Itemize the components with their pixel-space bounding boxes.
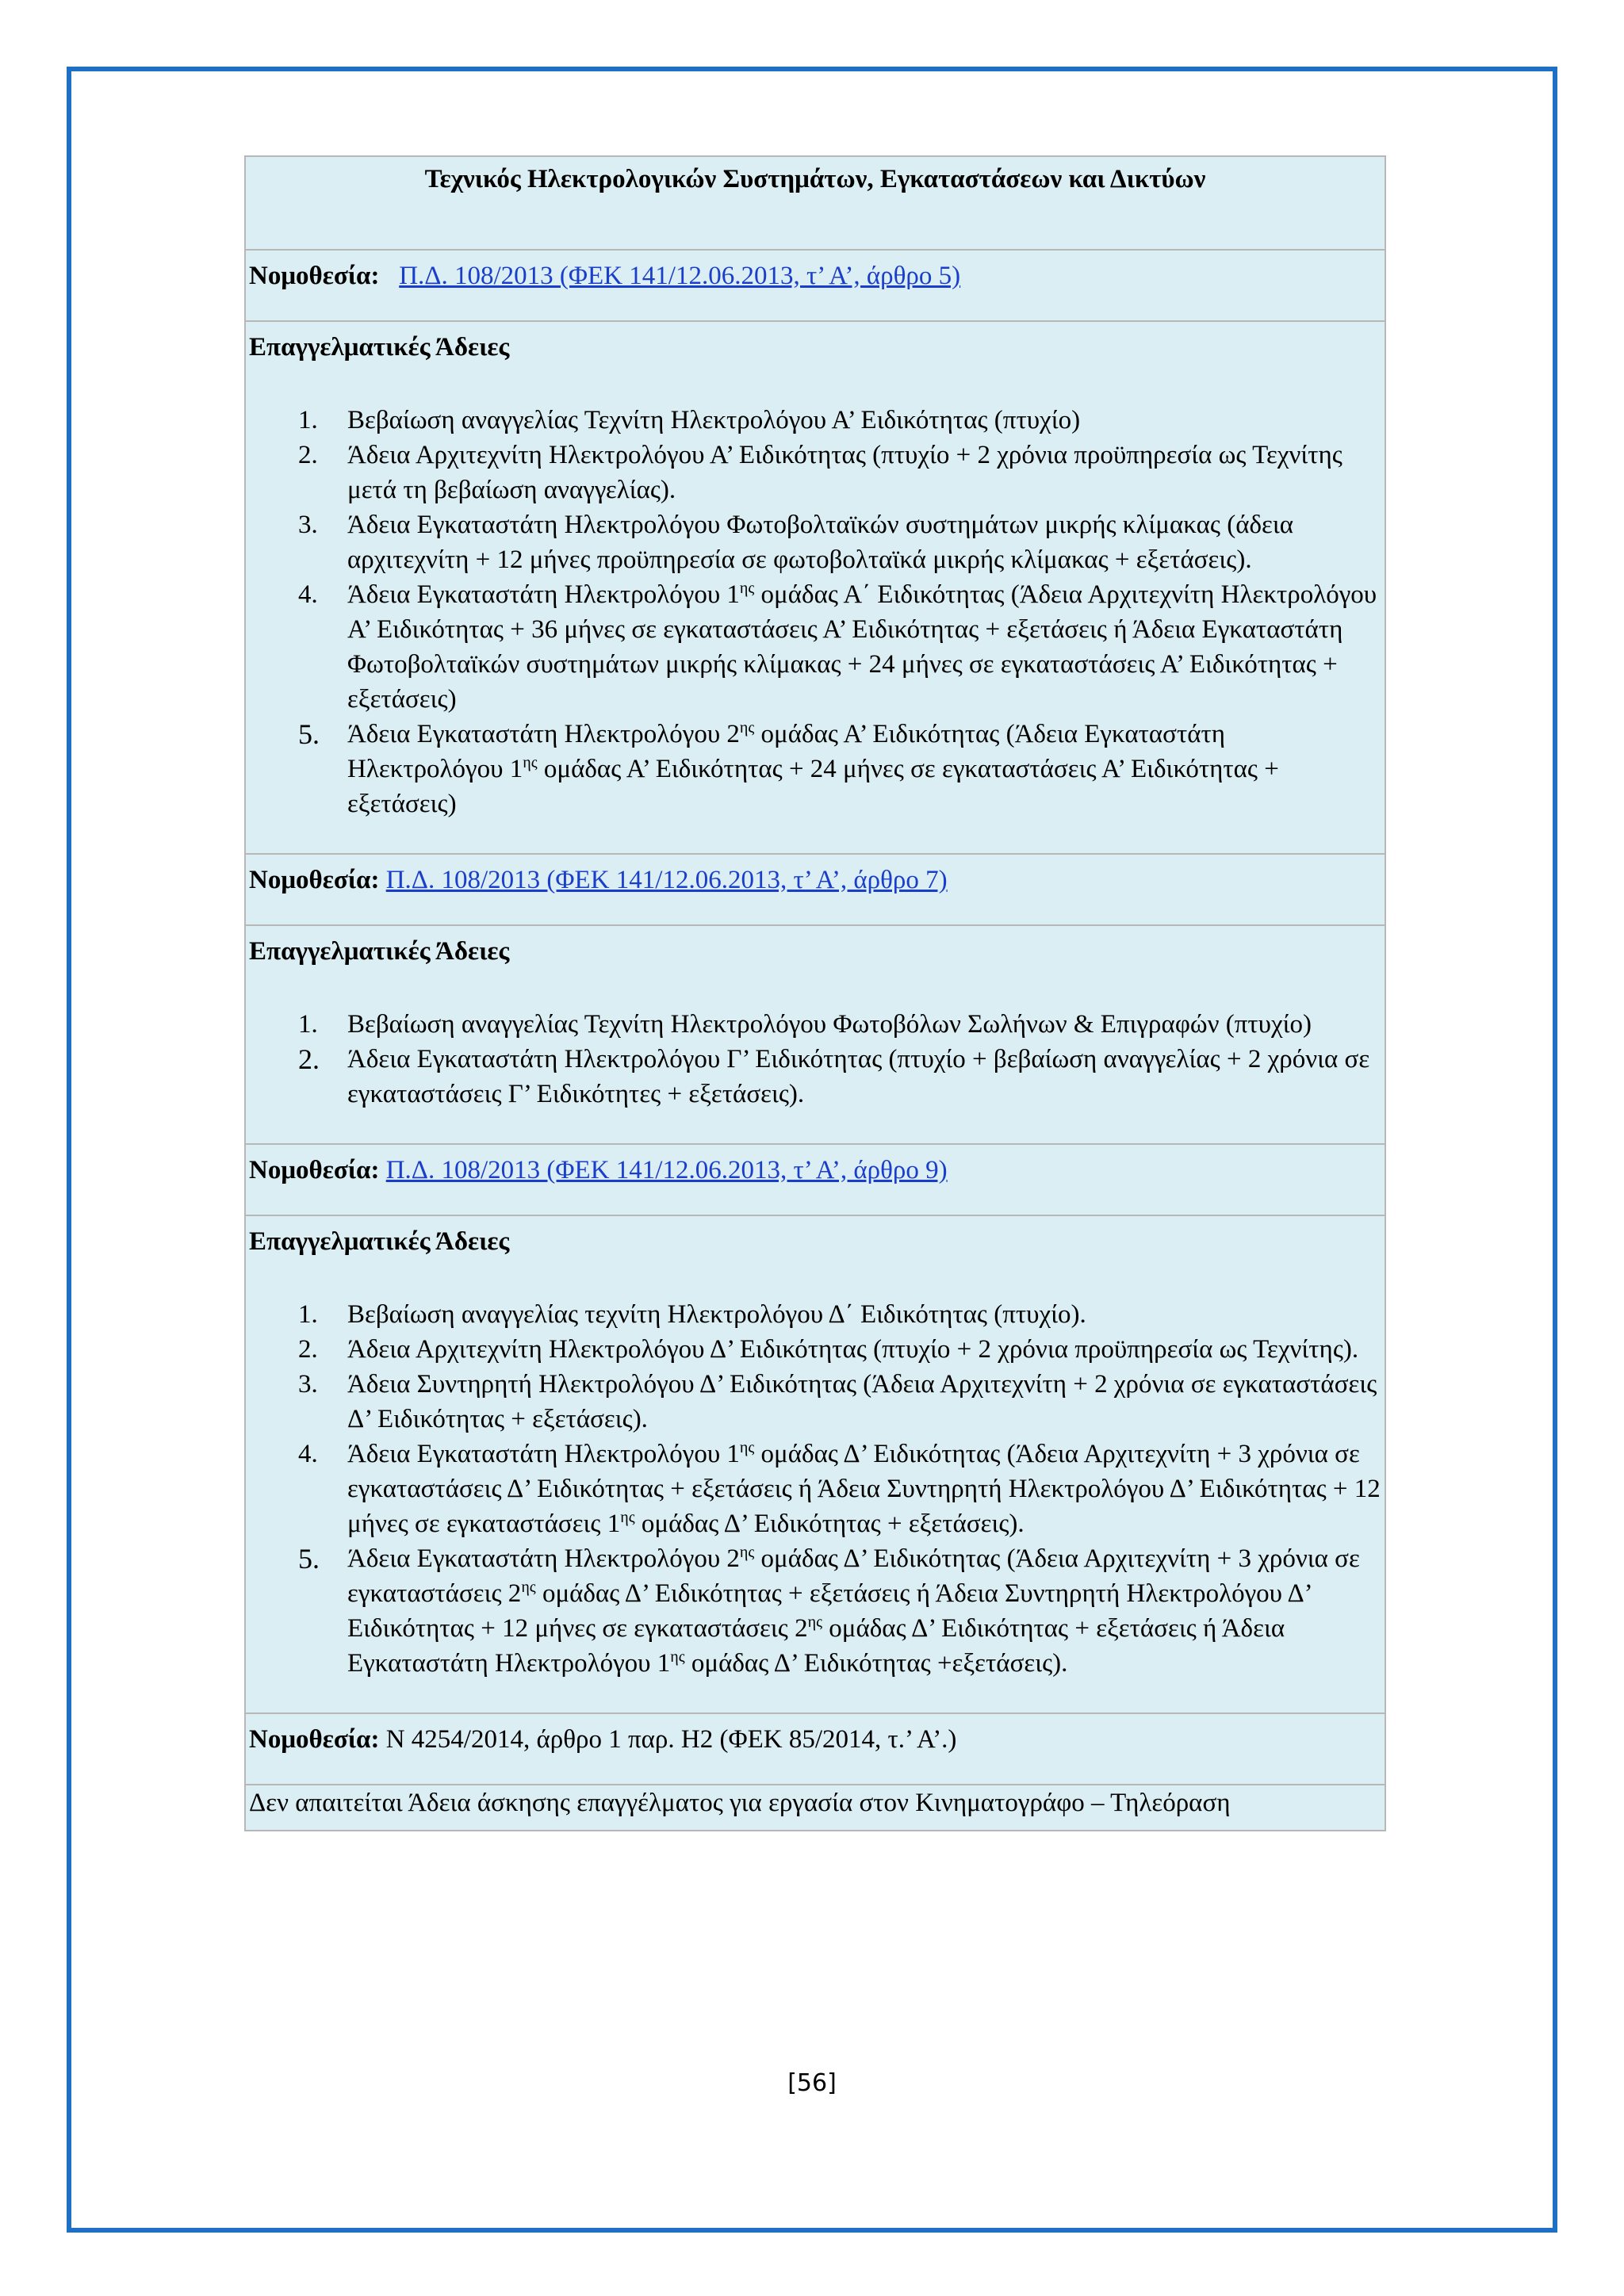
item-number: 1.: [298, 406, 318, 434]
law-row: [245, 1144, 1385, 1215]
law-link[interactable]: Π.Δ. 108/2013 (ΦΕΚ 141/12.06.2013, τ’ Α’, άρθρο 5): [399, 262, 961, 290]
licenses-cell: [245, 925, 1385, 1144]
list-item: 1. Βεβαίωση αναγγελίας τεχνίτη Ηλεκτρολόγου Δ΄ Ειδικότητας (πτυχίο).: [249, 1297, 1381, 1332]
item-number: 1.: [298, 1300, 318, 1329]
list-item: 4. Άδεια Εγκαταστάτη Ηλεκτρολόγου $1^{\eta\varsigma}$ ομάδας Δ’ Ειδικότητας (Άδεια Αρχιτεχνίτη + 3 χρόνια σε εγκαταστάσεις Δ’ Ειδικότητας + εξετάσεις ή Άδεια Συντηρητή Ηλεκτρολόγου Δ’ Ειδικότητας + 12 μήνες σε εγκαταστάσεις $1^{\eta\varsigma}$ ομάδας Δ’ Ειδικότητας + εξετάσεις).: [249, 1437, 1381, 1541]
list-item: 1. Βεβαίωση αναγγελίας Τεχνίτη Ηλεκτρολόγου Α’ Ειδικότητας (πτυχίο): [249, 403, 1381, 438]
law-label: Νομοθεσία:: [249, 262, 380, 290]
final-note: Δεν απαιτείται Άδεια άσκησης επαγγέλματος για εργασία στον Κινηματογράφο – Τηλεόραση: [245, 1785, 1385, 1831]
list-item: 1. Βεβαίωση αναγγελίας Τεχνίτη Ηλεκτρολόγου Φωτοβόλων Σωλήνων & Επιγραφών (πτυχίο): [249, 1007, 1381, 1042]
licenses-cell: [245, 1215, 1385, 1713]
licenses-heading: Επαγγελματικές Άδειες: [249, 937, 510, 966]
item-number: 2.: [298, 1043, 320, 1075]
licenses-list: [249, 403, 1381, 821]
profession-table: [244, 155, 1386, 1831]
item-number: 2.: [298, 1335, 318, 1364]
law-link[interactable]: Π.Δ. 108/2013 (ΦΕΚ 141/12.06.2013, τ’ Α’, άρθρο 9): [385, 1156, 948, 1184]
licenses-list: [249, 1007, 1381, 1112]
law-link[interactable]: Π.Δ. 108/2013 (ΦΕΚ 141/12.06.2013, τ’ Α’, άρθρο 7): [385, 866, 948, 894]
law-row: [245, 250, 1385, 321]
list-item: 3. Άδεια Συντηρητή Ηλεκτρολόγου Δ’ Ειδικότητας (Άδεια Αρχιτεχνίτη + 2 χρόνια σε εγκαταστάσεις Δ’ Ειδικότητας + εξετάσεις).: [249, 1367, 1381, 1437]
list-item: 4. Άδεια Εγκαταστάτη Ηλεκτρολόγου $1^{\eta\varsigma}$ ομάδας Α΄ Ειδικότητας (Άδεια Αρχιτεχνίτη Ηλεκτρολόγου Α’ Ειδικότητας + 36 μήνες σε εγκαταστάσεις Α’ Ειδικότητας + εξετάσεις ή Άδεια Εγκαταστάτη Φωτοβολταϊκών συστημάτων μικρής κλίμακας + 24 μήνες σε εγκαταστάσεις Α’ Ειδικότητας + εξετάσεις): [249, 577, 1381, 717]
licenses-heading: Επαγγελματικές Άδειες: [249, 333, 510, 362]
table-title: Τεχνικός Ηλεκτρολογικών Συστημάτων, Εγκαταστάσεων και Δικτύων: [245, 156, 1385, 250]
list-item: 5. Άδεια Εγκαταστάτη Ηλεκτρολόγου $2^{\eta\varsigma}$ ομάδας Α’ Ειδικότητας (Άδεια Εγκαταστάτη Ηλεκτρολόγου $1^{\eta\varsigma}$ ομάδας Α’ Ειδικότητας + 24 μήνες σε εγκαταστάσεις Α’ Ειδικότητας + εξετάσεις): [298, 718, 1279, 818]
licenses-heading: Επαγγελματικές Άδειες: [249, 1227, 510, 1256]
item-number: 4.: [298, 1440, 318, 1468]
list-item: 2. Άδεια Αρχιτεχνίτη Ηλεκτρολόγου Δ’ Ειδικότητας (πτυχίο + 2 χρόνια προϋπηρεσία ως Τεχνίτης).: [249, 1332, 1381, 1367]
law-row: [245, 854, 1385, 925]
licenses-list: [249, 1297, 1381, 1681]
item-number: 4.: [298, 580, 318, 609]
list-item: 3. Άδεια Εγκαταστάτη Ηλεκτρολόγου Φωτοβολταϊκών συστημάτων μικρής κλίμακας (άδεια αρχιτεχνίτη + 12 μήνες προϋπηρεσία σε φωτοβολταϊκά μικρής κλίμακας + εξετάσεις).: [249, 507, 1381, 577]
law-label: Νομοθεσία:: [249, 1156, 380, 1184]
list-item: 5. Άδεια Εγκαταστάτη Ηλεκτρολόγου $2^{\eta\varsigma}$ ομάδας Δ’ Ειδικότητας (Άδεια Αρχιτεχνίτη + 3 χρόνια σε εγκαταστάσεις $2^{\eta\varsigma}$ ομάδας Δ’ Ειδικότητας + εξετάσεις ή Άδεια Συντηρητή Ηλεκτρολόγου Δ’ Ειδικότητας + 12 μήνες σε εγκαταστάσεις $2^{\eta\varsigma}$ ομάδας Δ’ Ειδικότητας + εξετάσεις ή Άδεια Εγκαταστάτη Ηλεκτρολόγου $1^{\eta\varsigma}$ ομάδας Δ’ Ειδικότητας +εξετάσεις).: [298, 1543, 1360, 1678]
item-number: 5.: [298, 718, 320, 750]
law-label: Νομοθεσία:: [249, 866, 380, 894]
licenses-cell: [245, 321, 1385, 854]
law-text: Ν 4254/2014, άρθρο 1 παρ. Η2 (ΦΕΚ 85/2014, τ.’ Α’.): [385, 1725, 957, 1754]
item-number: 3.: [298, 1370, 318, 1399]
item-number: 5.: [298, 1543, 320, 1575]
item-number: 3.: [298, 511, 318, 539]
law-label: Νομοθεσία:: [249, 1725, 380, 1754]
list-item: 2. Άδεια Εγκαταστάτη Ηλεκτρολόγου Γ’ Ειδικότητας (πτυχίο + βεβαίωση αναγγελίας + 2 χρόνια σε εγκαταστάσεις Γ’ Ειδικότητες + εξετάσεις).: [298, 1043, 1370, 1108]
item-number: 1.: [298, 1010, 318, 1039]
item-number: 2.: [298, 441, 318, 469]
page-number: [56]: [787, 2069, 837, 2097]
law-row: [245, 1713, 1385, 1785]
list-item: 2. Άδεια Αρχιτεχνίτη Ηλεκτρολόγου Α’ Ειδικότητας (πτυχίο + 2 χρόνια προϋπηρεσία ως Τεχνίτης μετά τη βεβαίωση αναγγελίας).: [249, 438, 1381, 507]
